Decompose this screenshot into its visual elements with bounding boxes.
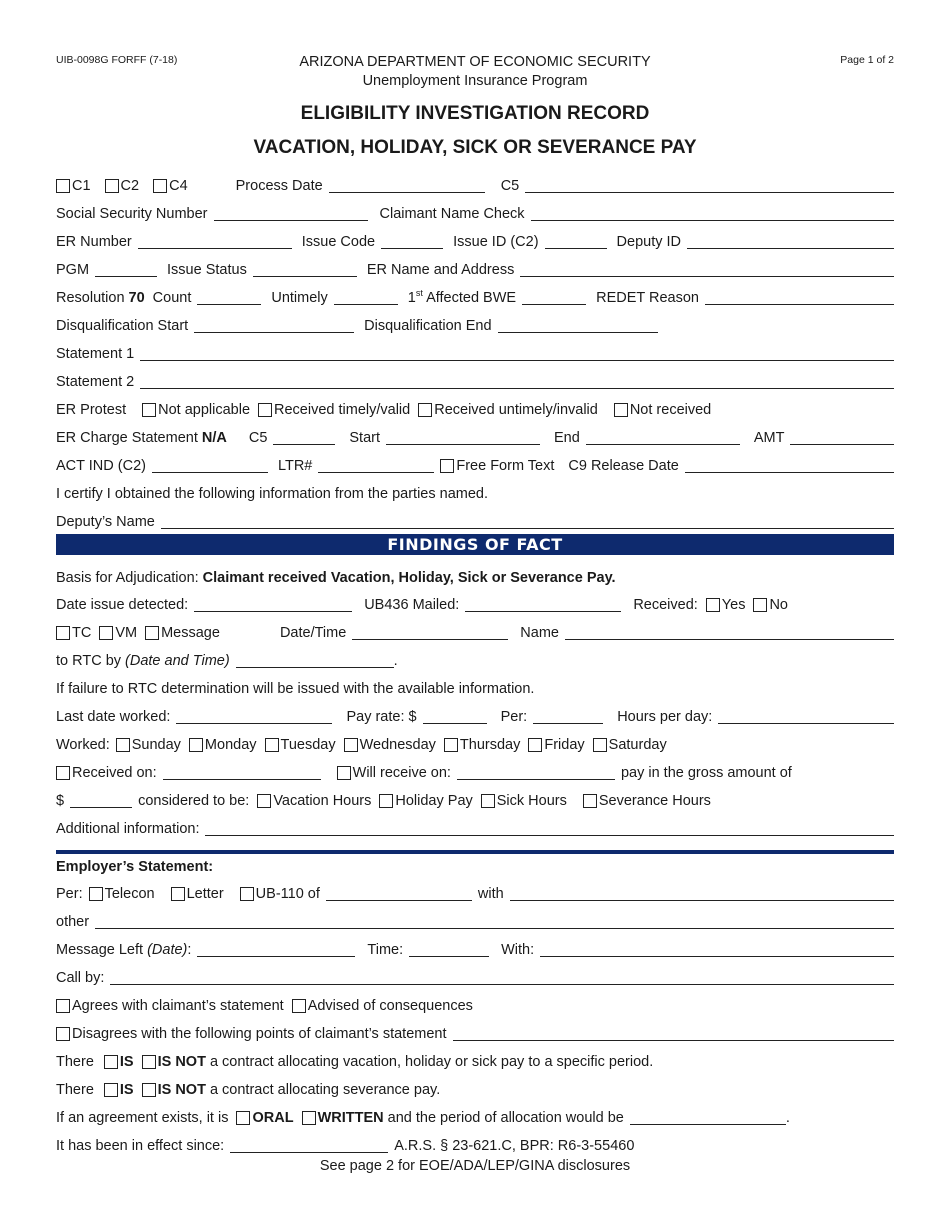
ars-citation: A.R.S. § 23-621.C, BPR: R6-3-55460 xyxy=(394,1138,635,1154)
gross-amount-text: pay in the gross amount of xyxy=(620,765,792,781)
agency-block xyxy=(0,53,950,91)
first-affected-bwe-field[interactable] xyxy=(522,288,586,305)
redet-reason-field[interactable] xyxy=(705,288,894,305)
pay-rate-label: Pay rate: $ xyxy=(346,709,417,725)
row-act-ind xyxy=(56,447,894,475)
friday-checkbox[interactable] xyxy=(528,738,542,752)
ssn-label: Social Security Number xyxy=(56,206,208,222)
ssn-field[interactable] xyxy=(214,204,368,221)
worked-label: Worked: xyxy=(56,737,110,753)
sick-hours-label: Sick Hours xyxy=(496,793,567,809)
untimely-label: Untimely xyxy=(271,290,328,306)
saturday-label: Saturday xyxy=(608,737,667,753)
row-disagrees xyxy=(56,1015,894,1043)
row-call-by xyxy=(56,959,894,987)
row-other xyxy=(56,903,894,931)
vacation-hours-checkbox[interactable] xyxy=(257,794,271,808)
advised-checkbox[interactable] xyxy=(292,999,306,1013)
call-by-label: Call by: xyxy=(56,970,105,986)
wednesday-checkbox[interactable] xyxy=(344,738,358,752)
c4-label: C4 xyxy=(169,178,188,194)
free-form-label: Free Form Text xyxy=(456,458,555,474)
charge-c5-label: C5 xyxy=(248,430,268,446)
agrees-checkbox[interactable] xyxy=(56,999,70,1013)
ub110-checkbox[interactable] xyxy=(240,887,254,901)
form-subtitle: VACATION, HOLIDAY, SICK OR SEVERANCE PAY xyxy=(253,137,697,158)
statement1-field[interactable] xyxy=(140,344,894,361)
ub110-field[interactable] xyxy=(326,884,472,901)
dollar-sign: $ xyxy=(56,793,65,809)
row-ssn xyxy=(56,195,894,223)
sev-is-label: IS xyxy=(119,1082,134,1098)
message-checkbox[interactable] xyxy=(145,626,159,640)
oral-label: ORAL xyxy=(252,1110,294,1126)
agreement-period: . xyxy=(785,1110,790,1126)
with-field[interactable] xyxy=(510,884,894,901)
c9-release-label: C9 Release Date xyxy=(568,458,679,474)
written-checkbox[interactable] xyxy=(302,1111,316,1125)
er-number-label: ER Number xyxy=(56,234,132,250)
issue-id-field[interactable] xyxy=(545,232,607,249)
process-date-field[interactable] xyxy=(329,176,485,193)
c2-checkbox[interactable] xyxy=(105,179,119,193)
will-receive-checkbox[interactable] xyxy=(337,766,351,780)
period-allocation-field[interactable] xyxy=(630,1108,786,1125)
pgm-field[interactable] xyxy=(95,260,157,277)
deputy-id-field[interactable] xyxy=(687,232,894,249)
per-label: Per: xyxy=(500,709,528,725)
row-er-protest xyxy=(56,391,894,419)
er-name-address-field[interactable] xyxy=(520,260,894,277)
deputy-name-field[interactable] xyxy=(161,512,894,529)
c9-release-field[interactable] xyxy=(685,456,894,473)
ub436-label: UB436 Mailed: xyxy=(364,597,460,613)
disq-start-field[interactable] xyxy=(194,316,354,333)
act-ind-field[interactable] xyxy=(152,456,268,473)
not-applicable-label: Not applicable xyxy=(158,402,251,418)
c5-label: C5 xyxy=(500,178,520,194)
c1-checkbox[interactable] xyxy=(56,179,70,193)
last-worked-label: Last date worked: xyxy=(56,709,171,725)
date-detected-field[interactable] xyxy=(194,595,352,612)
free-form-checkbox[interactable] xyxy=(440,459,454,473)
row-deputy-name xyxy=(56,503,894,531)
end-label: End xyxy=(554,430,580,446)
process-date-label: Process Date xyxy=(235,178,323,194)
row-resolution xyxy=(56,279,894,307)
footer-disclosure: See page 2 for EOE/ADA/LEP/GINA disclosures xyxy=(319,1158,631,1174)
row-statement-2 xyxy=(56,363,894,391)
holiday-pay-label: Holiday Pay xyxy=(395,793,473,809)
will-receive-label: Will receive on: xyxy=(352,765,451,781)
resolution-label: Resolution xyxy=(56,290,125,306)
count-label: Count xyxy=(152,290,192,306)
with-label: with xyxy=(477,886,504,902)
time-label: Time: xyxy=(367,942,404,958)
tc-label: TC xyxy=(72,625,92,641)
issue-code-field[interactable] xyxy=(381,232,443,249)
basis-label: Basis for Adjudication: xyxy=(56,570,199,586)
statement1-label: Statement 1 xyxy=(56,346,135,362)
row-contact-method xyxy=(56,614,894,642)
row-received-on xyxy=(56,754,894,782)
not-received-label: Not received xyxy=(629,402,712,418)
pgm-label: PGM xyxy=(56,262,90,278)
sunday-label: Sunday xyxy=(131,737,181,753)
not-received-checkbox[interactable] xyxy=(614,403,628,417)
advised-label: Advised of consequences xyxy=(307,998,473,1014)
vac-is-checkbox[interactable] xyxy=(104,1055,118,1069)
row-certify xyxy=(56,475,894,503)
pay-rate-field[interactable] xyxy=(423,707,487,724)
letter-label: Letter xyxy=(186,886,224,902)
rtc-field[interactable] xyxy=(236,651,394,668)
there-label: There xyxy=(56,1054,94,1070)
monday-checkbox[interactable] xyxy=(189,738,203,752)
last-worked-field[interactable] xyxy=(176,707,332,724)
received-on-field[interactable] xyxy=(163,763,321,780)
er-protest-label: ER Protest xyxy=(56,402,127,418)
sev-is-not-checkbox[interactable] xyxy=(142,1083,156,1097)
additional-label: Additional information: xyxy=(56,821,200,837)
telecon-label: Telecon xyxy=(104,886,155,902)
sev-is-not-label: IS NOT xyxy=(157,1082,206,1098)
redet-reason-label: REDET Reason xyxy=(596,290,699,306)
vac-is-label: IS xyxy=(119,1054,134,1070)
date-time-label: Date/Time xyxy=(279,625,347,641)
no-label: No xyxy=(769,597,788,613)
message-left-field[interactable] xyxy=(197,940,355,957)
form-title: ELIGIBILITY INVESTIGATION RECORD xyxy=(300,103,650,124)
page-number: Page 1 of 2 xyxy=(840,54,894,66)
rtc-label: to RTC by (Date and Time) xyxy=(56,653,230,669)
per-method-label: Per: xyxy=(56,886,83,902)
received-yes-checkbox[interactable] xyxy=(706,598,720,612)
agreement-label: If an agreement exists, it is xyxy=(56,1110,229,1126)
hours-per-day-field[interactable] xyxy=(718,707,894,724)
contract-severance-text: a contract allocating severance pay. xyxy=(205,1082,441,1098)
in-effect-label: It has been in effect since: xyxy=(56,1138,225,1154)
start-field[interactable] xyxy=(386,428,540,445)
first-affected-bwe-label: 1st Affected BWE xyxy=(407,288,517,306)
disagrees-checkbox[interactable] xyxy=(56,1027,70,1041)
sev-is-checkbox[interactable] xyxy=(104,1083,118,1097)
disq-start-label: Disqualification Start xyxy=(56,318,189,334)
form-code: UIB-0098G FORFF (7-18) xyxy=(56,54,178,66)
statement2-label: Statement 2 xyxy=(56,374,135,390)
claimant-name-check-label: Claimant Name Check xyxy=(379,206,525,222)
received-label: Received: xyxy=(633,597,698,613)
basis-value: Claimant received Vacation, Holiday, Sick or Severance Pay. xyxy=(202,570,616,586)
other-label: other xyxy=(56,914,90,930)
vac-is-not-label: IS NOT xyxy=(157,1054,206,1070)
row-pgm xyxy=(56,251,894,279)
severance-hours-label: Severance Hours xyxy=(598,793,711,809)
friday-label: Friday xyxy=(544,737,585,753)
resolution-code: 70 xyxy=(128,290,145,306)
row-in-effect xyxy=(56,1127,894,1155)
untimely-field[interactable] xyxy=(334,288,398,305)
row-considered xyxy=(56,782,894,810)
row-er-charge xyxy=(56,419,894,447)
time-field[interactable] xyxy=(409,940,489,957)
ub110-label: UB-110 of xyxy=(255,886,320,902)
act-ind-label: ACT IND (C2) xyxy=(56,458,146,474)
ltr-label: LTR# xyxy=(277,458,313,474)
wednesday-label: Wednesday xyxy=(359,737,436,753)
will-receive-field[interactable] xyxy=(457,763,615,780)
certify-text: I certify I obtained the following information from the parties named. xyxy=(56,486,488,502)
name-field[interactable] xyxy=(565,623,894,640)
in-effect-field[interactable] xyxy=(230,1136,388,1153)
telecon-checkbox[interactable] xyxy=(89,887,103,901)
ltr-field[interactable] xyxy=(318,456,434,473)
row-per xyxy=(56,875,894,903)
c1-label: C1 xyxy=(72,178,91,194)
row-message-left xyxy=(56,931,894,959)
er-charge-label: ER Charge Statement xyxy=(56,430,198,446)
thursday-label: Thursday xyxy=(459,737,521,753)
saturday-checkbox[interactable] xyxy=(593,738,607,752)
failure-text: If failure to RTC determination will be issued with the available information. xyxy=(56,681,535,697)
tc-checkbox[interactable] xyxy=(56,626,70,640)
c2-label: C2 xyxy=(120,178,140,194)
deputy-name-label: Deputy’s Name xyxy=(56,514,155,530)
findings-banner: FINDINGS OF FACT xyxy=(56,534,894,555)
row-additional xyxy=(56,810,894,838)
severance-hours-checkbox[interactable] xyxy=(583,794,597,808)
received-on-checkbox[interactable] xyxy=(56,766,70,780)
not-applicable-checkbox[interactable] xyxy=(142,403,156,417)
issue-status-label: Issue Status xyxy=(167,262,247,278)
name-label: Name xyxy=(520,625,559,641)
per-field[interactable] xyxy=(533,707,603,724)
disq-end-field[interactable] xyxy=(498,316,658,333)
row-contract-vacation xyxy=(56,1043,894,1071)
thursday-checkbox[interactable] xyxy=(444,738,458,752)
row-rtc xyxy=(56,642,894,670)
received-untimely-checkbox[interactable] xyxy=(418,403,432,417)
amt-field[interactable] xyxy=(790,428,894,445)
letter-checkbox[interactable] xyxy=(171,887,185,901)
ub436-field[interactable] xyxy=(465,595,621,612)
row-last-worked xyxy=(56,698,894,726)
received-timely-label: Received timely/valid xyxy=(274,402,411,418)
holiday-pay-checkbox[interactable] xyxy=(379,794,393,808)
received-untimely-label: Received untimely/invalid xyxy=(434,402,598,418)
program-name: Unemployment Insurance Program xyxy=(362,73,588,89)
other-field[interactable] xyxy=(95,912,894,929)
contract-vacation-text: a contract allocating vacation, holiday or sick pay to a specific period. xyxy=(205,1054,654,1070)
statement2-field[interactable] xyxy=(140,372,894,389)
agrees-label: Agrees with claimant’s statement xyxy=(72,998,284,1014)
row-statement-1 xyxy=(56,335,894,363)
c4-checkbox[interactable] xyxy=(153,179,167,193)
issue-code-label: Issue Code xyxy=(301,234,376,250)
hours-per-day-label: Hours per day: xyxy=(617,709,713,725)
received-on-label: Received on: xyxy=(72,765,157,781)
count-field[interactable] xyxy=(197,288,261,305)
disagrees-field[interactable] xyxy=(453,1024,894,1041)
oral-checkbox[interactable] xyxy=(236,1111,250,1125)
row-agreement xyxy=(56,1099,894,1127)
with2-label: With: xyxy=(501,942,535,958)
disagrees-label: Disagrees with the following points of claimant’s statement xyxy=(72,1026,447,1042)
row-codes xyxy=(56,167,894,195)
date-time-field[interactable] xyxy=(352,623,508,640)
row-basis xyxy=(56,559,894,587)
received-no-checkbox[interactable] xyxy=(753,598,767,612)
row-agrees xyxy=(56,987,894,1015)
issue-status-field[interactable] xyxy=(253,260,357,277)
row-date-detected xyxy=(56,586,894,614)
row-employer-heading xyxy=(56,848,894,876)
deputy-id-label: Deputy ID xyxy=(616,234,682,250)
agency-name: ARIZONA DEPARTMENT OF ECONOMIC SECURITY xyxy=(299,54,651,70)
amount-field[interactable] xyxy=(70,791,132,808)
claimant-name-check-field[interactable] xyxy=(531,204,894,221)
end-field[interactable] xyxy=(586,428,740,445)
er-number-field[interactable] xyxy=(138,232,292,249)
row-failure xyxy=(56,670,894,698)
considered-label: considered to be: xyxy=(138,793,250,809)
yes-label: Yes xyxy=(721,597,746,613)
employer-heading: Employer’s Statement: xyxy=(56,859,214,875)
call-by-field[interactable] xyxy=(110,968,894,985)
sunday-checkbox[interactable] xyxy=(116,738,130,752)
amt-label: AMT xyxy=(753,430,785,446)
sick-hours-checkbox[interactable] xyxy=(481,794,495,808)
message-left-label: Message Left (Date): xyxy=(56,942,192,958)
monday-label: Monday xyxy=(204,737,257,753)
row-contract-severance xyxy=(56,1071,894,1099)
c5-field[interactable] xyxy=(525,176,894,193)
vacation-hours-label: Vacation Hours xyxy=(273,793,372,809)
tuesday-checkbox[interactable] xyxy=(265,738,279,752)
with2-field[interactable] xyxy=(540,940,894,957)
date-detected-label: Date issue detected: xyxy=(56,597,189,613)
rtc-period: . xyxy=(393,653,398,669)
vm-label: VM xyxy=(115,625,138,641)
er-name-address-label: ER Name and Address xyxy=(366,262,515,278)
period-allocation-text: and the period of allocation would be xyxy=(383,1110,624,1126)
row-disqualification xyxy=(56,307,894,335)
vm-checkbox[interactable] xyxy=(99,626,113,640)
written-label: WRITTEN xyxy=(317,1110,384,1126)
message-label: Message xyxy=(161,625,220,641)
charge-c5-field[interactable] xyxy=(273,428,335,445)
start-label: Start xyxy=(349,430,381,446)
additional-field[interactable] xyxy=(205,819,894,836)
er-charge-na: N/A xyxy=(201,430,227,446)
vac-is-not-checkbox[interactable] xyxy=(142,1055,156,1069)
disq-end-label: Disqualification End xyxy=(364,318,492,334)
issue-id-label: Issue ID (C2) xyxy=(453,234,539,250)
tuesday-label: Tuesday xyxy=(280,737,336,753)
there-label-2: There xyxy=(56,1082,94,1098)
row-er-number xyxy=(56,223,894,251)
row-worked-days xyxy=(56,726,894,754)
received-timely-checkbox[interactable] xyxy=(258,403,272,417)
